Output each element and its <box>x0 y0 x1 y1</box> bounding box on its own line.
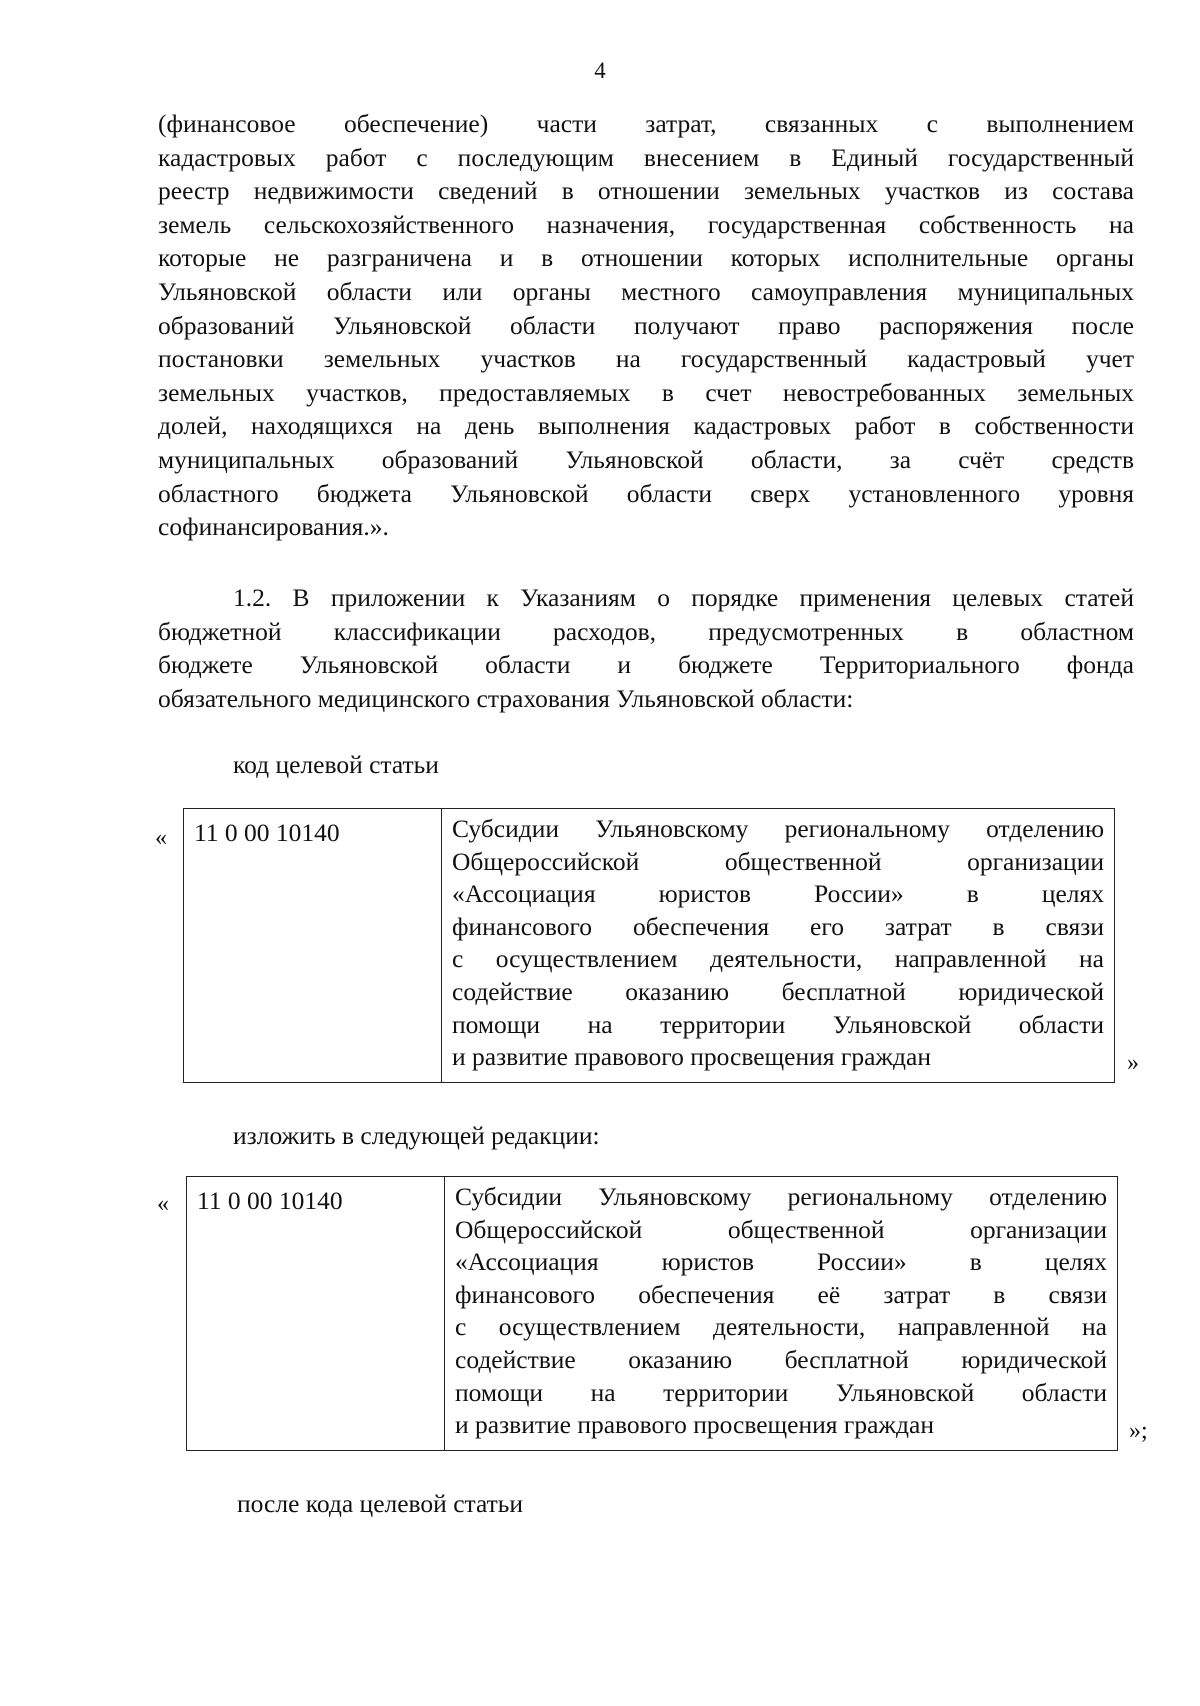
description-line: финансового обеспечения её затрат в связи <box>455 1279 1107 1309</box>
paragraph-line: которые не разграничена и в отношении которых исполнительные органы <box>158 243 1134 273</box>
paragraph-line: обязательного медицинского страхования Ульяновской области: <box>158 683 854 713</box>
paragraph-line: муниципальных образований Ульяновской области, за счёт средств <box>158 444 1134 474</box>
open-quote: « <box>155 825 167 851</box>
label-code: код целевой статьи <box>233 750 439 779</box>
paragraph-line: бюджете Ульяновской области и бюджете Территориального фонда <box>158 650 1134 680</box>
description-cell <box>442 809 1114 1082</box>
paragraph-line: Ульяновской области или органы местного самоуправления муниципальных <box>158 276 1134 306</box>
description-line: содействие оказанию бесплатной юридической <box>452 976 1104 1006</box>
paragraph-line: (финансовое обеспечение) части затрат, связанных с выполнением <box>158 109 1134 138</box>
description-line: Субсидии Ульяновскому региональному отделению <box>455 1182 1107 1211</box>
description-line: с осуществлением деятельности, направленной на <box>452 944 1104 974</box>
description-line: Субсидии Ульяновскому региональному отделению <box>452 814 1104 843</box>
paragraph-line: 1.2. В приложении к Указаниям о порядке применения целевых статей <box>233 583 1134 612</box>
close-quote: »; <box>1129 1418 1148 1444</box>
label-new-edition: изложить в следующей редакции: <box>233 1121 600 1150</box>
paragraph-line: реестр недвижимости сведений в отношении земельных участков из состава <box>158 176 1134 206</box>
description-cell <box>445 1177 1117 1450</box>
description-line: Общероссийской общественной организации <box>452 846 1104 876</box>
description-line: и развитие правового просвещения граждан <box>455 1410 934 1440</box>
intro-paragraph <box>158 107 1134 544</box>
description-line: помощи на территории Ульяновской области <box>455 1377 1107 1407</box>
page-number: 4 <box>594 58 606 83</box>
description-line: с осуществлением деятельности, направленной на <box>455 1312 1107 1342</box>
code-cell: 11 0 00 10140 <box>184 809 442 1082</box>
code-cell: 11 0 00 10140 <box>187 1177 445 1450</box>
description-line: «Ассоциация юристов России» в целях <box>455 1247 1107 1277</box>
paragraph-line: образований Ульяновской области получают право распоряжения после <box>158 310 1134 340</box>
description-line: содействие оказанию бесплатной юридической <box>455 1344 1107 1374</box>
open-quote: « <box>157 1191 169 1217</box>
paragraph-line: областного бюджета Ульяновской области сверх установленного уровня <box>158 478 1134 508</box>
paragraph-line: земельных участков, предоставляемых в счет невостребованных земельных <box>158 377 1134 407</box>
section-paragraph <box>158 581 1134 715</box>
paragraph-line: бюджетной классификации расходов, предусмотренных в областном <box>158 616 1134 646</box>
description-line: финансового обеспечения его затрат в связи <box>452 911 1104 941</box>
paragraph-line: земель сельскохозяйственного назначения, государственная собственность на <box>158 209 1134 239</box>
description-line: «Ассоциация юристов России» в целях <box>452 879 1104 909</box>
target-article-table-old <box>183 808 1115 1083</box>
description-line: помощи на территории Ульяновской области <box>452 1009 1104 1039</box>
target-article-table-new <box>186 1176 1118 1451</box>
paragraph-line: долей, находящихся на день выполнения кадастровых работ в собственности <box>158 411 1134 441</box>
paragraph-line: софинансирования.». <box>158 512 389 542</box>
description-line: Общероссийской общественной организации <box>455 1214 1107 1244</box>
label-after-code: после кода целевой статьи <box>237 1489 524 1518</box>
close-quote: » <box>1127 1050 1139 1076</box>
paragraph-line: кадастровых работ с последующим внесением в Единый государственный <box>158 142 1134 172</box>
paragraph-line: постановки земельных участков на государственный кадастровый учет <box>158 344 1134 374</box>
description-line: и развитие правового просвещения граждан <box>452 1042 931 1072</box>
